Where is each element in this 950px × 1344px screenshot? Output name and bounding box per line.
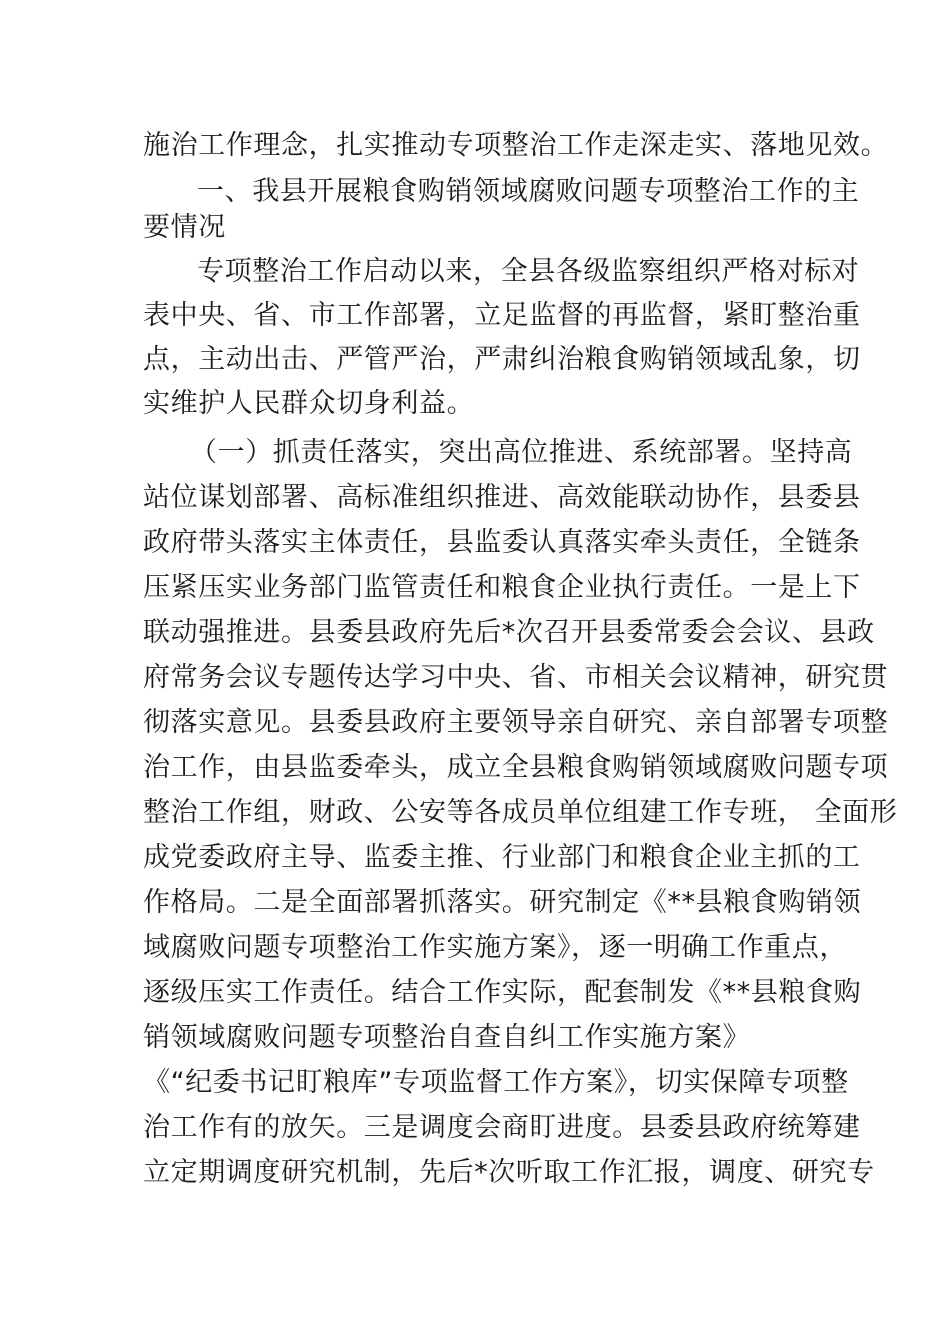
text-line: 《“纪委书记盯粮库”专项监督工作方案》，切实保障专项整 xyxy=(143,1067,849,1098)
text-line: 点，主动出击、严管严治，严肃纠治粮食购销领域乱象，切 xyxy=(143,344,861,375)
text-line: 表中央、省、市工作部署，立足监督的再监督，紧盯整治重 xyxy=(143,300,861,331)
text-line: 专项整治工作启动以来，全县各级监察组织严格对标对 xyxy=(197,256,860,287)
text-line: 整治工作组，财政、公安等各成员单位组建工作专班， 全面形 xyxy=(143,797,898,828)
text-line: 立定期调度研究机制，先后*次听取工作汇报，调度、研究专 xyxy=(143,1157,875,1188)
text-line: 联动强推进。县委县政府先后*次召开县委常委会会议、县政 xyxy=(143,617,875,648)
section-heading-continued: 要情况 xyxy=(143,212,226,243)
text-line: 彻落实意见。县委县政府主要领导亲自研究、亲自部署专项整 xyxy=(143,707,889,738)
text-line: 成党委政府主导、监委主推、行业部门和粮食企业主抓的工 xyxy=(143,842,861,873)
text-line: 域腐败问题专项整治工作实施方案》，逐一明确工作重点， xyxy=(143,932,848,963)
subsection-heading: （一）抓责任落实，突出高位推进、系统部署。坚持高 xyxy=(190,437,853,468)
text-line: 治工作有的放矢。三是调度会商盯进度。县委县政府统筹建 xyxy=(143,1112,861,1143)
text-line: 作格局。二是全面部署抓落实。研究制定《**县粮食购销领 xyxy=(143,887,862,918)
text-line: 实维护人民群众切身利益。 xyxy=(143,388,475,419)
text-line: 府常务会议专题传达学习中央、省、市相关会议精神，研究贯 xyxy=(143,662,889,693)
text-line: 站位谋划部署、高标准组织推进、高效能联动协作，县委县 xyxy=(143,482,861,513)
text-line: 政府带头落实主体责任，县监委认真落实牵头责任，全链条 xyxy=(143,527,861,558)
text-line: 压紧压实业务部门监管责任和粮食企业执行责任。一是上下 xyxy=(143,572,861,603)
text-line: 治工作，由县监委牵头，成立全县粮食购销领域腐败问题专项 xyxy=(143,752,889,783)
text-line: 销领域腐败问题专项整治自查自纠工作实施方案》 xyxy=(143,1022,751,1053)
section-heading: 一、我县开展粮食购销领域腐败问题专项整治工作的主 xyxy=(197,176,860,207)
text-line: 施治工作理念，扎实推动专项整治工作走深走实、落地见效。 xyxy=(143,130,889,161)
text-line: 逐级压实工作责任。结合工作实际，配套制发《**县粮食购 xyxy=(143,977,862,1008)
